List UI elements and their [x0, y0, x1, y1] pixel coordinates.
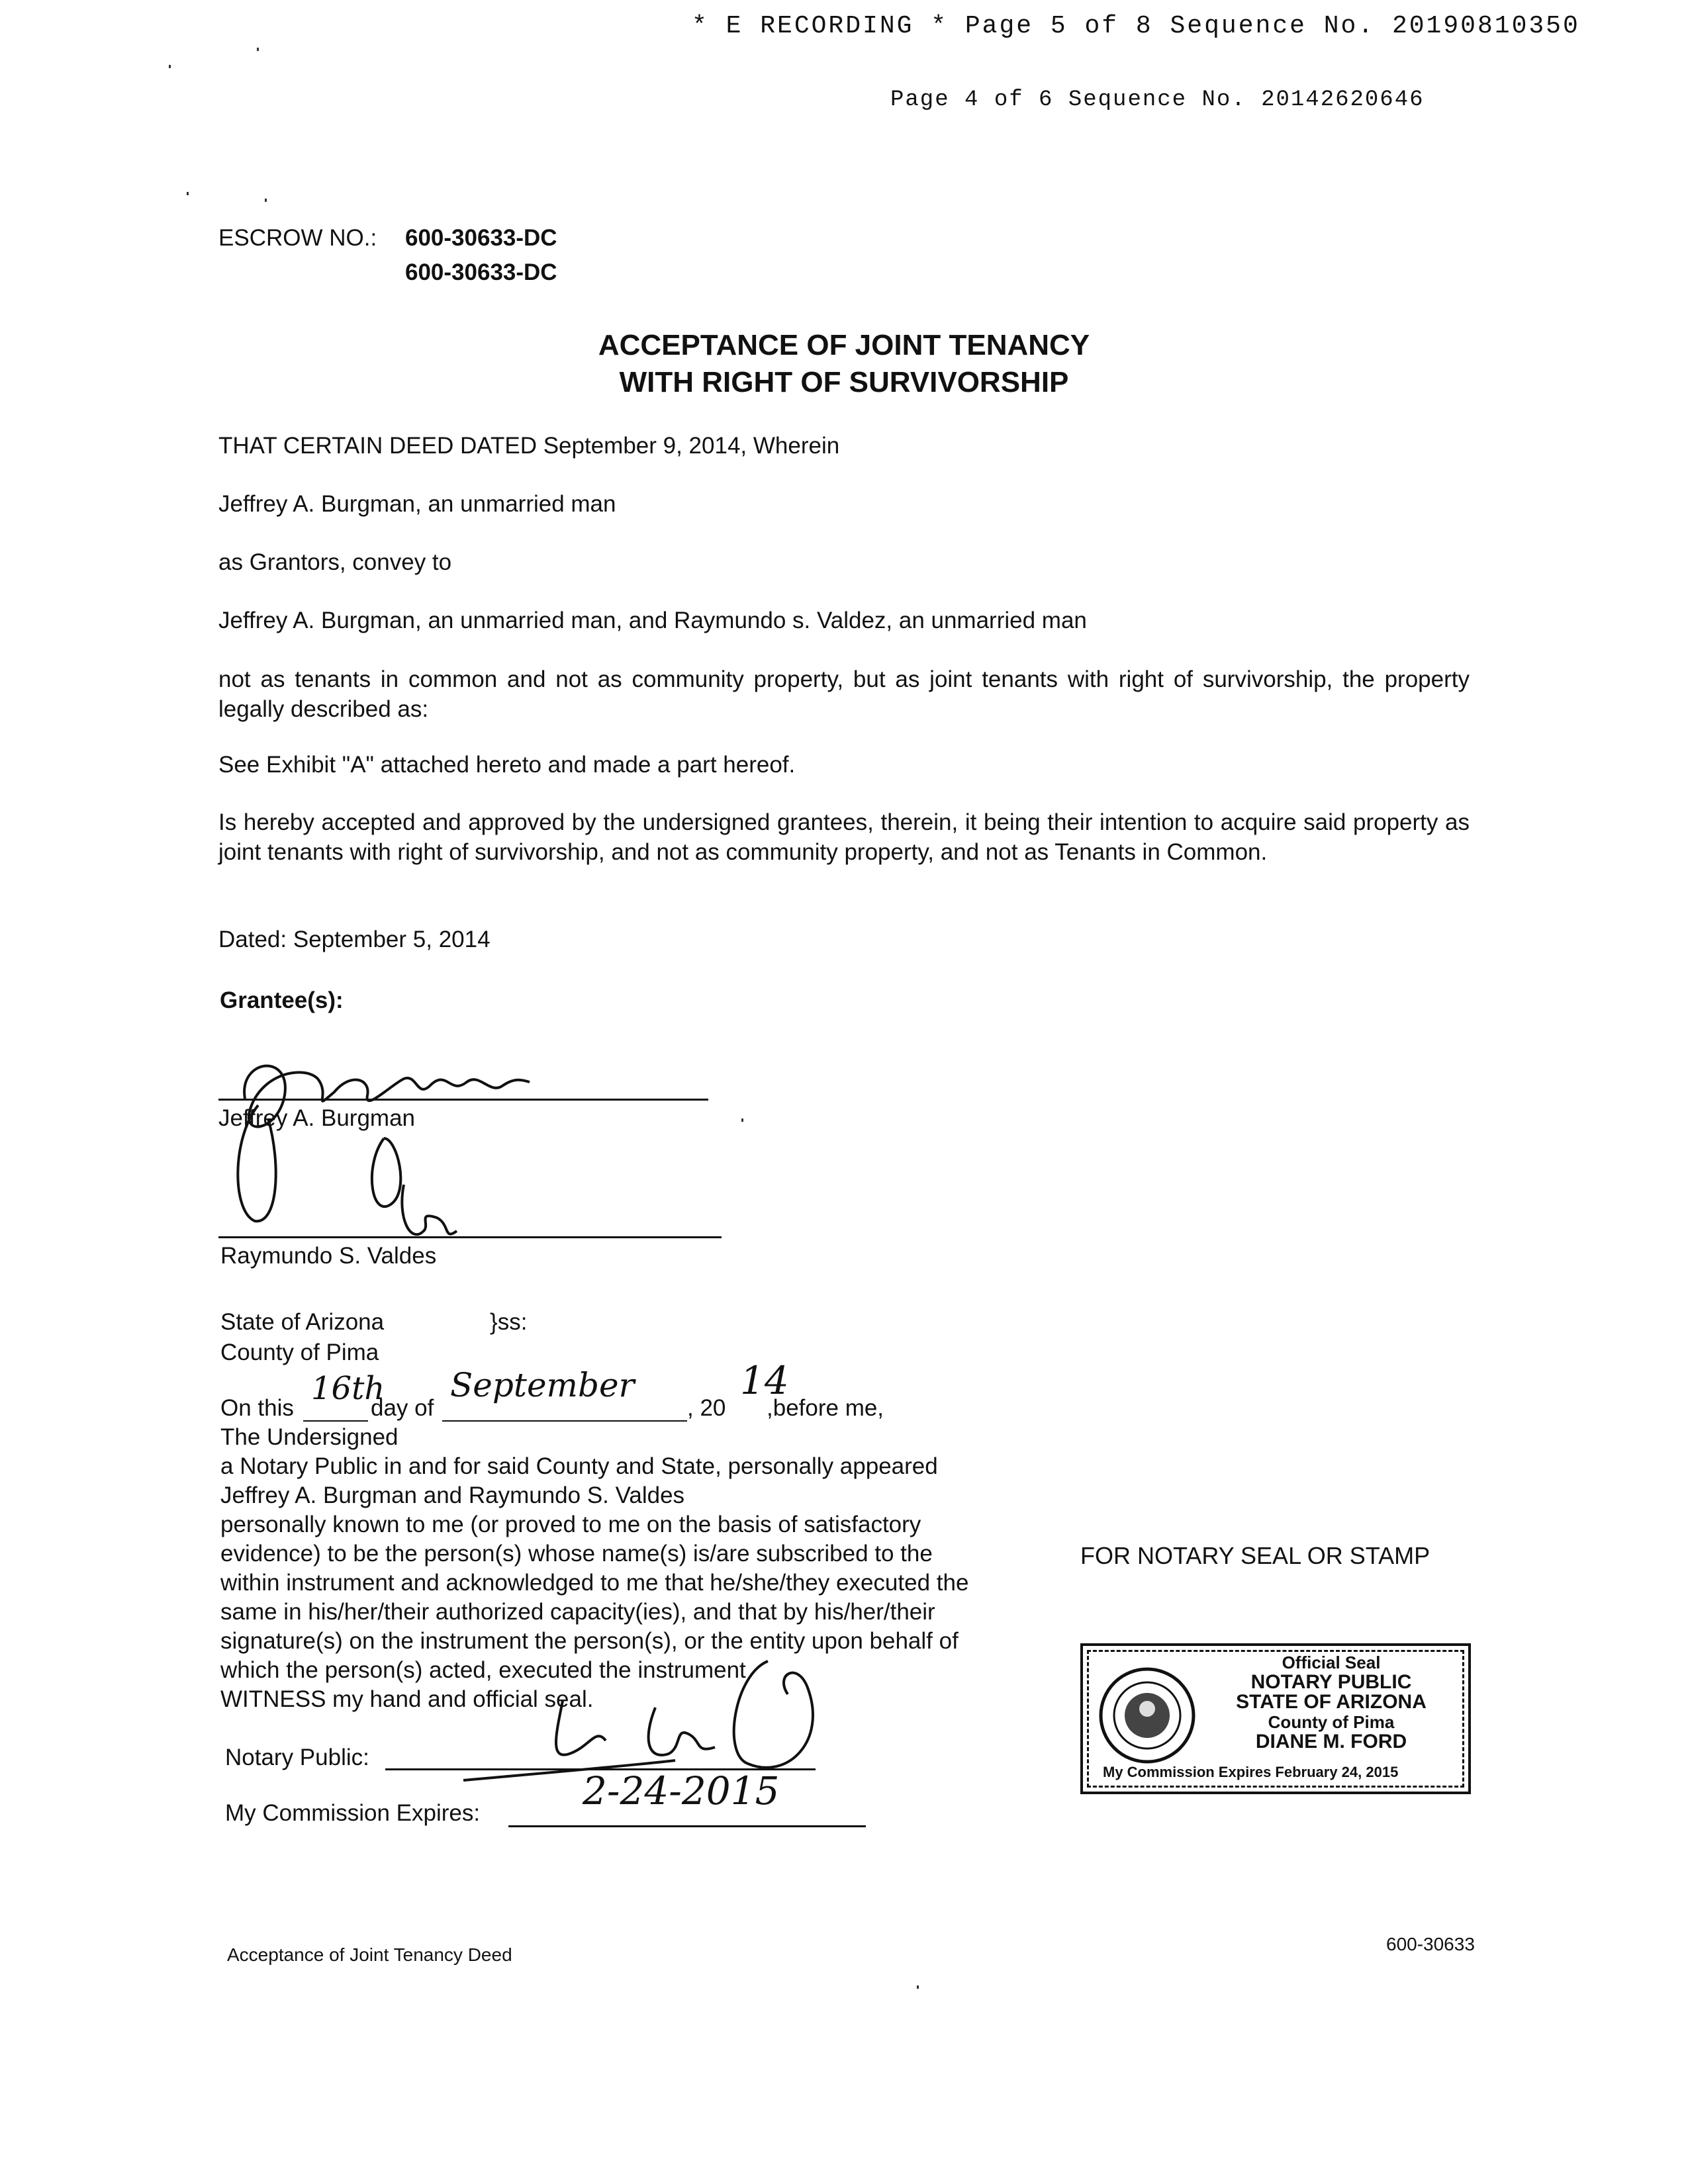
deed-dated: THAT CERTAIN DEED DATED September 9, 2014, Wherein [218, 433, 840, 459]
notary-text-2: Jeffrey A. Burgman and Raymundo S. Valdes [220, 1482, 685, 1508]
notary-day-handwritten: 16th [311, 1370, 385, 1407]
notary-on-this: On this [220, 1395, 294, 1421]
seal-line-5: DIANE M. FORD [1255, 1731, 1407, 1752]
seal-line-4: County of Pima [1268, 1712, 1395, 1732]
escrow-number-2: 600-30633-DC [405, 259, 557, 285]
seal-line-2: NOTARY PUBLIC [1250, 1671, 1412, 1693]
notary-year-handwritten: 14 [740, 1358, 789, 1403]
tenancy-clause: not as tenants in common and not as community property, but as joint tenants with right of survivorship, the property legally described as: [218, 666, 1470, 722]
notary-month-handwritten: September [450, 1366, 635, 1404]
grantees-text: Jeffrey A. Burgman, an unmarried man, and Raymundo s. Valdez, an unmarried man [218, 608, 1087, 633]
document-title-line-2: WITH RIGHT OF SURVIVORSHIP [619, 366, 1069, 398]
recording-header: * E RECORDING * Page 5 of 8 Sequence No. 20190810350 [692, 12, 1580, 40]
grantee-name-2: Raymundo S. Valdes [220, 1243, 437, 1269]
arizona-seal-emblem [1098, 1666, 1197, 1765]
notary-before-me: ,before me, [767, 1395, 884, 1421]
grantees-label: Grantee(s): [220, 987, 344, 1013]
acceptance-clause: Is hereby accepted and approved by the undersigned grantees, therein, it being their intention to acquire said property as joint tenants with right of survivorship, and not as community property, and not as Tenants in Common. [218, 809, 1470, 865]
footer-left: Acceptance of Joint Tenancy Deed [227, 1944, 512, 1965]
month-underline [442, 1420, 687, 1422]
notary-ss: }ss: [490, 1309, 528, 1335]
as-grantors: as Grantors, convey to [218, 549, 452, 575]
notary-day-of: day of [371, 1395, 434, 1421]
scan-speck [917, 1985, 919, 1989]
notary-text-5: within instrument and acknowledged to me that he/she/they executed the [220, 1570, 969, 1596]
seal-line-1: Official Seal [1282, 1653, 1381, 1672]
notary-year-prefix: , 20 [687, 1395, 726, 1421]
notary-text-4: evidence) to be the person(s) whose name(s) is/are subscribed to the [220, 1541, 933, 1567]
seal-caption: FOR NOTARY SEAL OR STAMP [1080, 1542, 1430, 1569]
commission-date-handwritten: 2-24-2015 [583, 1768, 780, 1813]
seal-line-3: STATE OF ARIZONA [1236, 1691, 1427, 1713]
notary-undersigned: The Undersigned [220, 1424, 399, 1450]
notary-text-8: which the person(s) acted, executed the instrument [220, 1657, 746, 1683]
scan-speck [169, 65, 171, 68]
document-title-line-1: ACCEPTANCE OF JOINT TENANCY [598, 329, 1090, 361]
scan-speck [265, 199, 267, 202]
grantor: Jeffrey A. Burgman, an unmarried man [218, 491, 616, 517]
signature-line-2 [218, 1236, 722, 1238]
notary-public-label: Notary Public: [225, 1745, 369, 1770]
scan-speck [257, 48, 259, 51]
commission-label: My Commission Expires: [225, 1800, 481, 1826]
scan-speck [741, 1118, 743, 1122]
notary-witness: WITNESS my hand and official seal. [220, 1686, 594, 1712]
footer-right: 600-30633 [1386, 1934, 1475, 1954]
notary-text-6: same in his/her/their authorized capacity(ies), and that by his/her/their [220, 1599, 935, 1625]
day-underline [303, 1420, 368, 1422]
seal-line-6: My Commission Expires February 24, 2015 [1103, 1764, 1399, 1780]
notary-seal-stamp [1080, 1643, 1471, 1794]
notary-text-7: signature(s) on the instrument the person(s), or the entity upon behalf of [220, 1628, 959, 1654]
commission-line [508, 1825, 866, 1827]
scan-speck [187, 192, 189, 195]
notary-state: State of Arizona [220, 1309, 385, 1335]
escrow-number-1: 600-30633-DC [405, 225, 557, 251]
notary-text-3: personally known to me (or proved to me on the basis of satisfactory [220, 1512, 921, 1537]
signature-line-1 [218, 1099, 708, 1101]
grantee-name-1: Jeffrey A. Burgman [218, 1105, 416, 1131]
notary-county: County of Pima [220, 1340, 379, 1365]
dated: Dated: September 5, 2014 [218, 927, 491, 952]
page-sequence-header: Page 4 of 6 Sequence No. 20142620646 [890, 87, 1425, 113]
notary-text-1: a Notary Public in and for said County and State, personally appeared [220, 1453, 938, 1479]
escrow-label: ESCROW NO.: [218, 225, 377, 251]
see-exhibit: See Exhibit "A" attached hereto and made a part hereof. [218, 752, 796, 778]
